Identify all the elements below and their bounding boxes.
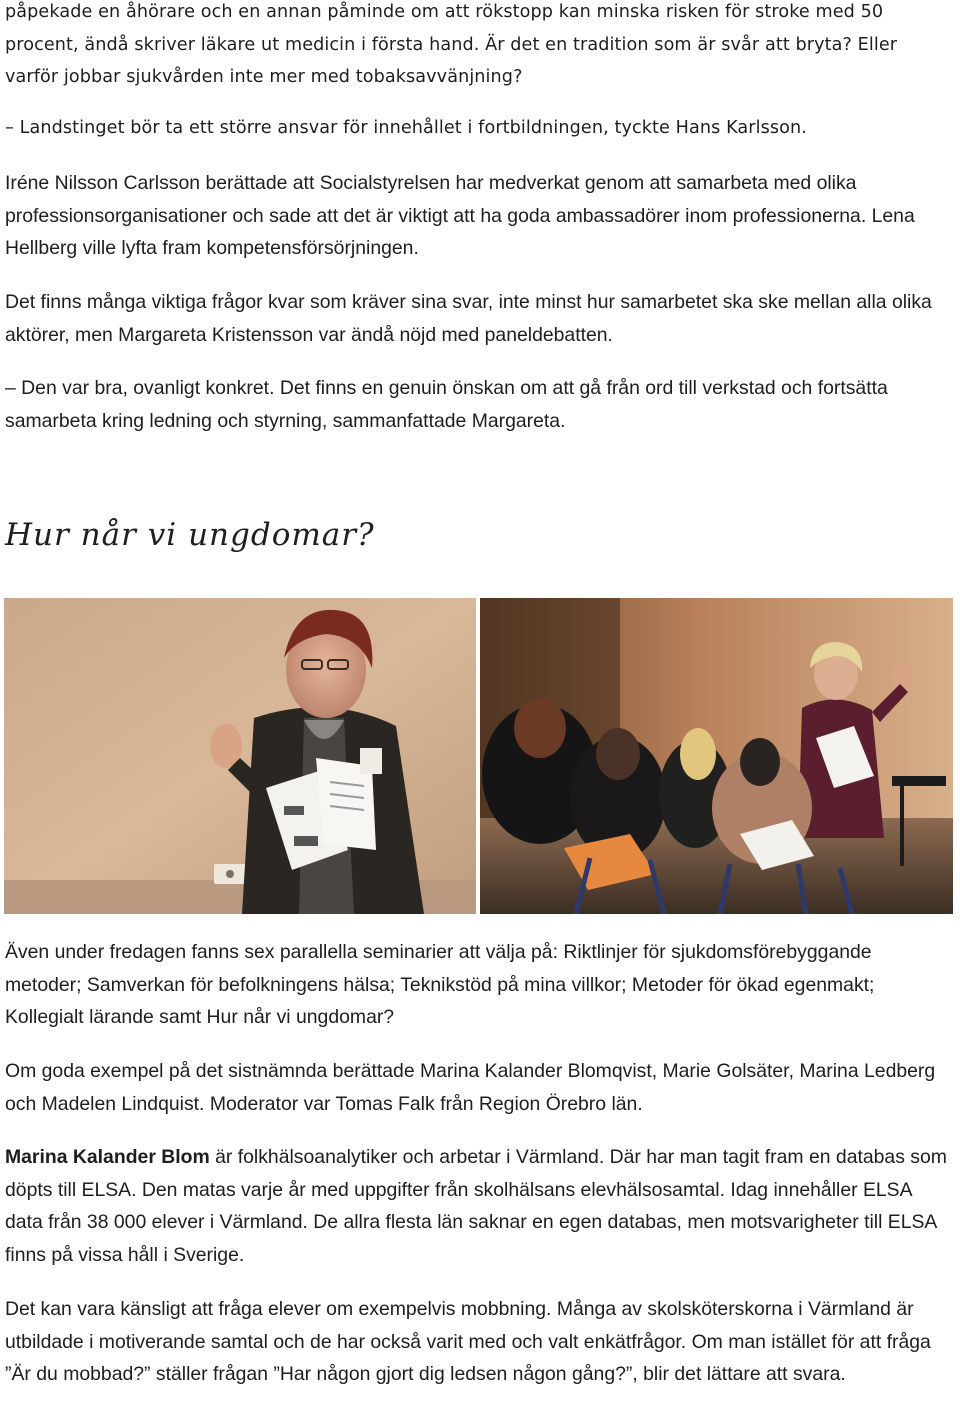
paragraph-good-examples: Om goda exempel på det sistnämnda berättade Marina Kalander Blomqvist, Marie Golsäter, Marina Ledberg och Madelen Lindquist. Moderator var Tomas Falk från Region Örebro län. — [5, 1060, 936, 1115]
photo-speaker-left — [4, 598, 476, 914]
paragraph-irene-nilsson: Iréne Nilsson Carlsson berättade att Socialstyrelsen har medverkat genom att samarbeta med olika professionsorganisationer och sade att det är viktigt att ha goda ambassadörer inom professionerna. Lena Hellberg ville lyfta fram kompetensförsörjningen. — [5, 172, 915, 259]
paragraph-marina-kalander-text: är folkhälsoanalytiker och arbetar i Värmland. Där har man tagit fram en databas som döpts till ELSA. Den matas varje år med uppgifter från skolhälsans elevhälsosamtal. Idag innehåller ELSA data från 38 000 elever i Värmland. De allra flesta län saknar en egen databas, men motsvarigheter till ELSA finns på vissa håll i Sverige. — [5, 1146, 947, 1266]
section-heading: Hur når vi ungdomar? — [5, 517, 375, 553]
photo-audience-right — [480, 598, 953, 914]
paragraph-marina-kalander — [5, 1141, 952, 1271]
person-name-bold: Marina Kalander Blom — [5, 1146, 210, 1168]
paragraph-continued: påpekade en åhörare och en annan påminde om att rökstopp kan minska risken för stroke med 50 procent, ändå skriver läkare ut medicin i första hand. Är det en tradition som är svår att bryta? Eller varför jobbar sjukvården inte mer med tobaksavvänjning? — [5, 2, 898, 87]
paragraph-quote-margareta: – Den var bra, ovanligt konkret. Det finns en genuin önskan om att gå från ord till verkstad och fortsätta samarbeta kring ledning och styrning, sammanfattade Margareta. — [5, 377, 888, 432]
paragraph-parallel-seminars: Även under fredagen fanns sex parallella seminarier att välja på: Riktlinjer för sjukdomsförebyggande metoder; Samverkan för befolkningens hälsa; Teknikstöd på mina villkor; Metoder för ökad egenmakt; Kollegialt lärande samt Hur når vi ungdomar? — [5, 941, 875, 1028]
paragraph-quote-hans-karlsson: – Landstinget bör ta ett större ansvar för innehållet i fortbildningen, tyckte Hans Karlsson. — [5, 118, 807, 138]
paragraph-remaining-questions: Det finns många viktiga frågor kvar som kräver sina svar, inte minst hur samarbetet ska ske mellan alla olika aktörer, men Margareta Kristensson var ändå nöjd med paneldebatten. — [5, 291, 932, 346]
paragraph-sensitive-questions: Det kan vara känsligt att fråga elever om exempelvis mobbning. Många av skolsköterskorna i Värmland är utbildade i motiverande samtal och de har också varit med och valt enkätfrågor. Om man istället för att fråga ”Är du mobbad?” ställer frågan ”Har någon gjort dig ledsen någon gång?”, blir det lättare att svara. — [5, 1298, 931, 1385]
